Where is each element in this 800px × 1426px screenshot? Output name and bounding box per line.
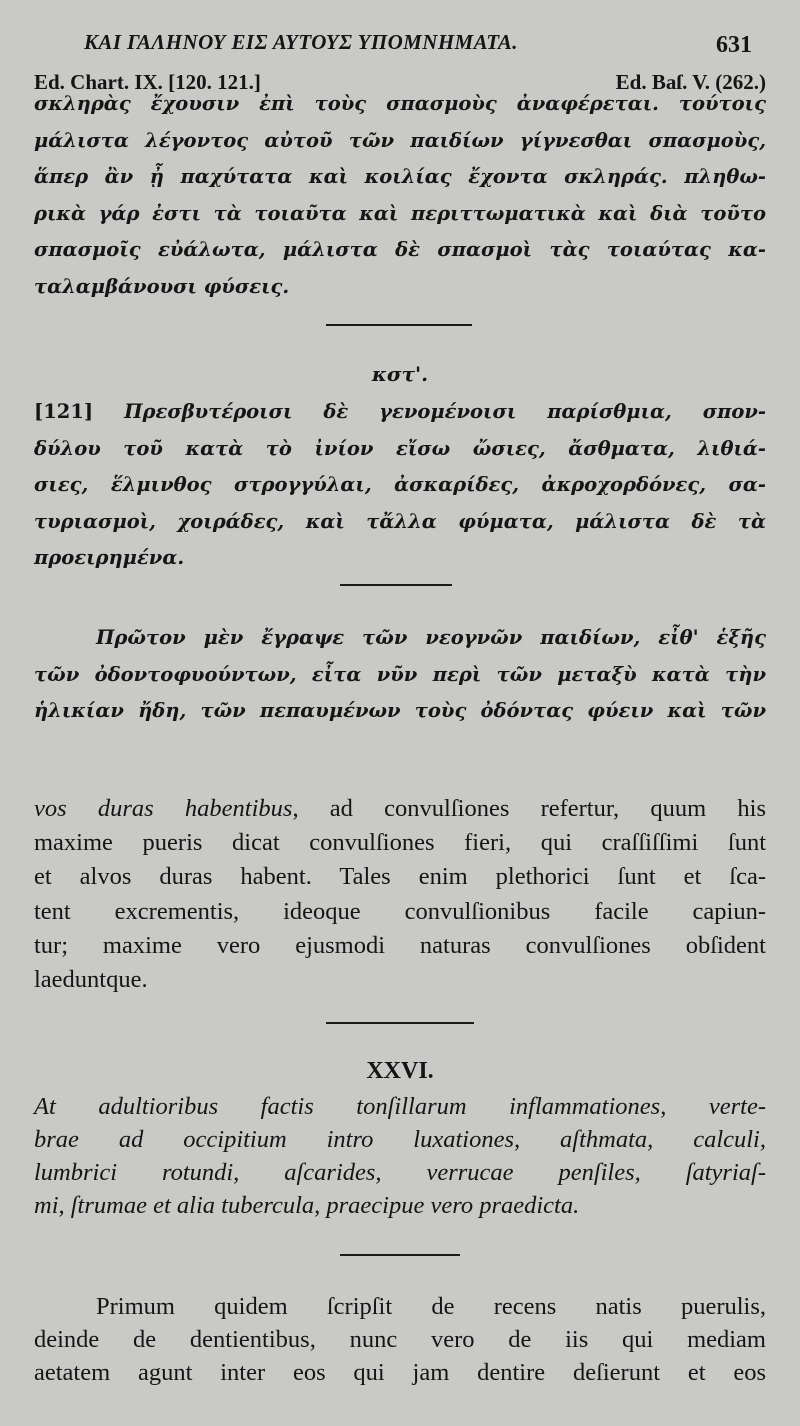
running-title: ΚΑΙ ΓΑΛΗΝΟΥ ΕΙΣ ΑΥΤΟΥΣ ΥΠΟΜΝΗΜΑΤΑ. (84, 30, 518, 54)
text-line: ἡλικίαν ἤδη, τῶν πεπαυμένων τοὺς ὀδόντας φύειν καὶ τῶν (34, 699, 766, 722)
aphorism-marker: [121] (34, 400, 94, 423)
latin-paragraph-top (34, 792, 766, 997)
text-line: ταλαμβάνουσι φύσεις. (34, 274, 290, 298)
latin-section-number: XXVI. (366, 1058, 434, 1084)
text-line: et alvos duras habent. Tales enim plethorici ſunt et ſca- (34, 863, 766, 891)
section-divider (326, 1022, 474, 1024)
text-line (34, 394, 766, 431)
text-line: τυριασμοὶ, χοιράδες, καὶ τἄλλα φύματα, μάλιστα δὲ τὰ (34, 509, 766, 533)
edition-chart-reference: Ed. Chart. IX. [120. 121.] (34, 70, 261, 94)
text-line: mi, ſtrumae et alia tubercula, praecipue vero praedicta. (34, 1192, 580, 1219)
section-divider (326, 324, 472, 326)
latin-commentary (34, 1290, 766, 1389)
text-line: aetatem agunt inter eos qui jam dentire deſierunt et eos (34, 1359, 766, 1386)
aphorism-first-line: Πρεσβυτέροισι δὲ γενομένοισι παρίσθμια, σπον- (124, 400, 767, 423)
section-divider (340, 584, 452, 586)
continued-italic-text: vos duras habentibus (34, 795, 293, 822)
greek-paragraph-top (34, 86, 766, 305)
greek-commentary (34, 620, 766, 730)
text-line: ρικὰ γάρ ἐστι τὰ τοιαῦτα καὶ περιττωματικὰ καὶ διὰ τοῦτο (34, 201, 766, 225)
text-line: ἅπερ ἂν ᾖ παχύτατα καὶ κοιλίας ἔχοντα σκληράς. πληθω- (34, 165, 766, 188)
text-line: Primum quidem ſcripſit de recens natis puerulis, (96, 1293, 766, 1320)
text-line: maxime pueris dicat convulſiones fieri, qui craſſiſſimi ſunt (34, 829, 766, 857)
text-line: laeduntque. (34, 965, 148, 993)
text-line: tur; maxime vero ejusmodi naturas convulſiones obſident (34, 931, 766, 959)
text-line: σκληρὰς ἔχουσιν ἐπὶ τοὺς σπασμοὺς ἀναφέρεται. τούτοις (34, 92, 766, 115)
page-number: 631 (716, 32, 752, 58)
text-line: At adultioribus factis tonſillarum inflammationes, verte- (34, 1093, 766, 1120)
greek-section-number: κστ'. (371, 362, 429, 386)
latin-aphorism (34, 1090, 766, 1222)
text-line: deinde de dentientibus, nunc vero de iis qui mediam (34, 1326, 766, 1353)
greek-aphorism (34, 394, 766, 577)
text-line: lumbrici rotundi, aſcarides, verrucae penſiles, ſatyriaſ- (34, 1159, 766, 1186)
text-line: σιες, ἕλμινθος στρογγύλαι, ἀσκαρίδες, ἀκροχορδόνες, σα- (34, 473, 766, 496)
text-line: προειρημένα. (34, 546, 185, 569)
text-line: δύλου τοῦ κατὰ τὸ ἰνίον εἴσω ὤσιες, ἄσθματα, λιθιά- (34, 436, 766, 460)
section-divider (340, 1254, 460, 1256)
text-line: τῶν ὀδοντοφυούντων, εἶτα νῦν περὶ τῶν μεταξὺ κατὰ τὴν (34, 662, 766, 686)
text-line: brae ad occipitium intro luxationes, aſthmata, calculi, (34, 1126, 766, 1153)
text-line: μάλιστα λέγοντος αὐτοῦ τῶν παιδίων γίγνεσθαι σπασμοὺς, (34, 128, 766, 152)
edition-basel-reference: Ed. Baſ. V. (262.) (615, 70, 766, 94)
text-line: σπασμοῖς εὐάλωτα, μάλιστα δὲ σπασμοὶ τὰς τοιαύτας κα- (34, 238, 766, 261)
continued-text: , ad convulſiones refertur, quum his (292, 795, 767, 822)
text-line (34, 792, 766, 826)
text-line: Πρῶτον μὲν ἔγραψε τῶν νεογνῶν παιδίων, εἶθ' ἑξῆς (96, 626, 766, 649)
text-line: tent excrementis, ideoque convulſionibus facile capiun- (34, 897, 766, 925)
